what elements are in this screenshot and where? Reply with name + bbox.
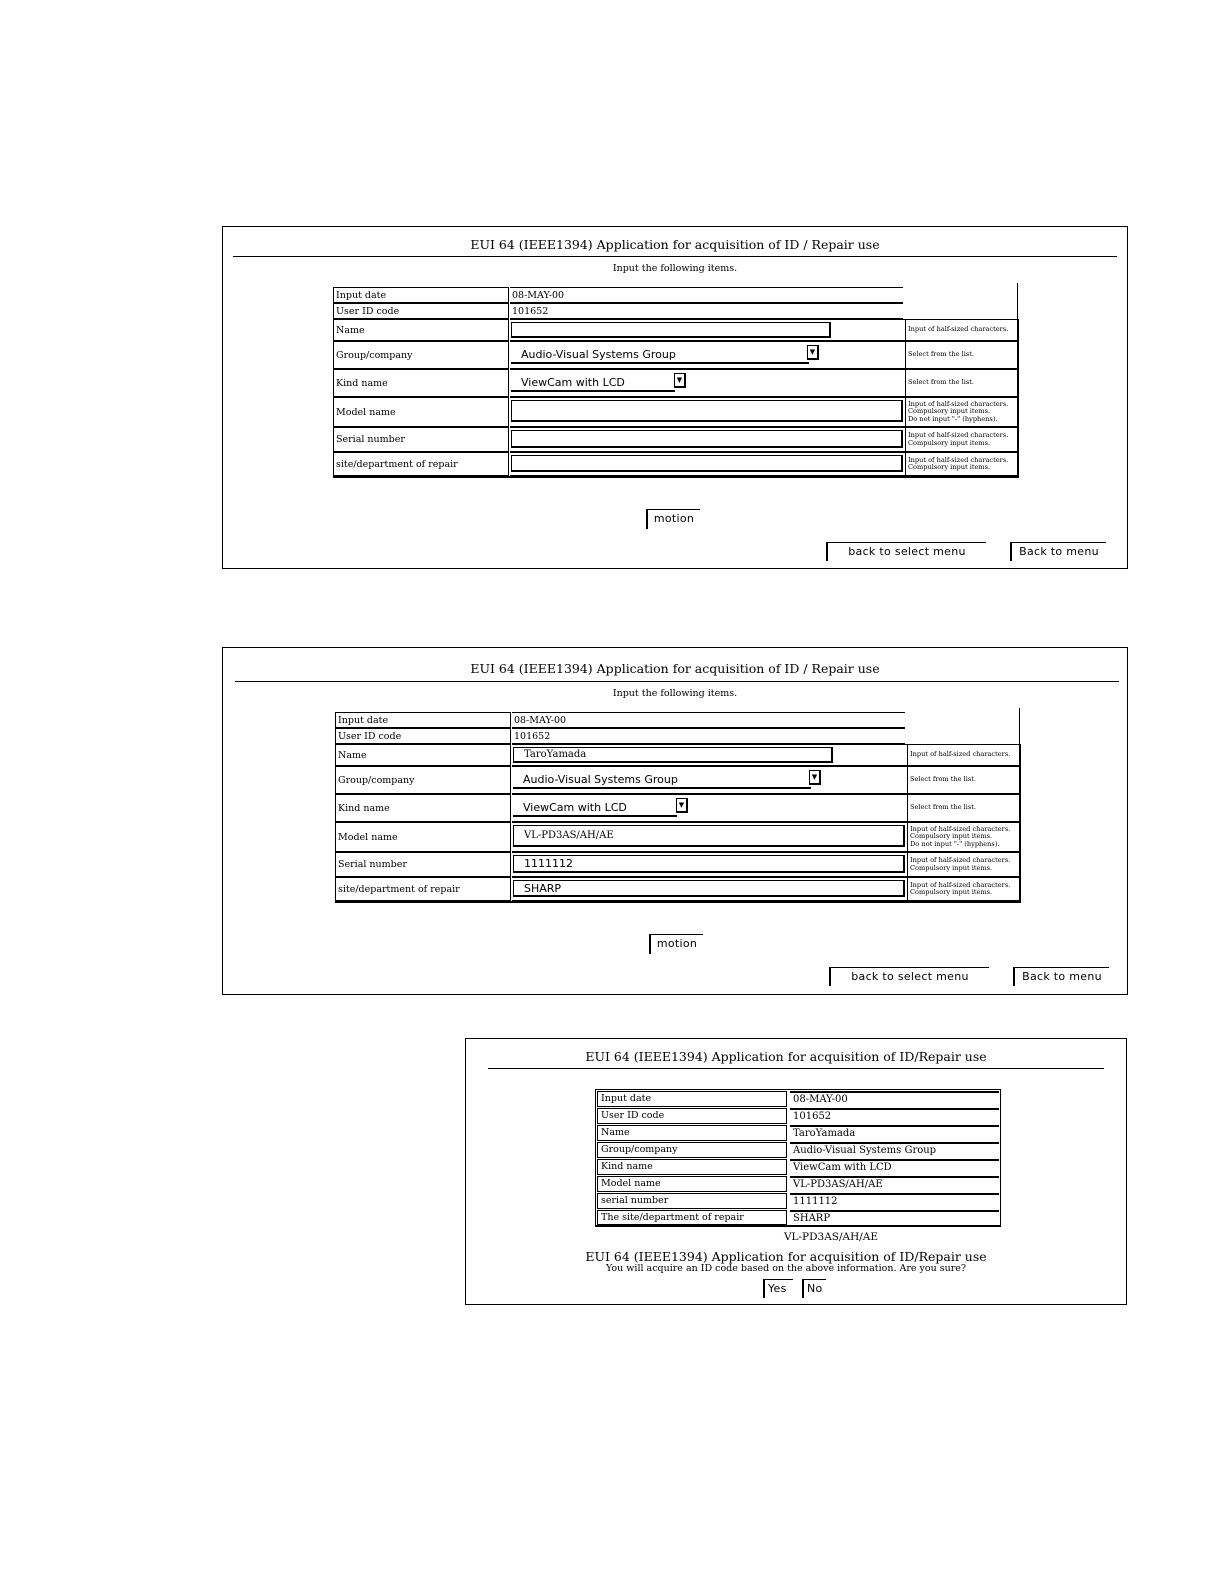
label-user-id: User ID code bbox=[333, 303, 509, 319]
row-name bbox=[335, 744, 1021, 766]
help-serial bbox=[905, 427, 1019, 452]
help-serial bbox=[907, 852, 1021, 877]
input-form bbox=[335, 708, 1021, 902]
value-input-date: 08-MAY-00 bbox=[510, 287, 903, 303]
input-form bbox=[333, 283, 1019, 477]
help-group bbox=[907, 766, 1021, 794]
serial-input[interactable]: 1111112 bbox=[513, 855, 905, 873]
label-name: Name bbox=[335, 744, 511, 766]
confirmation-panel bbox=[465, 1038, 1127, 1305]
help-text: Do not input "-" (hyphens). bbox=[910, 839, 1000, 848]
label-input-date: Input date bbox=[335, 712, 511, 728]
help-text: Input of half-sized characters. bbox=[910, 824, 1011, 833]
help-text: Compulsory input items. bbox=[908, 438, 991, 447]
yes-button[interactable]: Yes bbox=[763, 1279, 793, 1298]
help-model bbox=[905, 397, 1019, 427]
help-model bbox=[907, 822, 1021, 852]
row-label: serial number bbox=[597, 1193, 787, 1209]
table-row bbox=[596, 1192, 1000, 1209]
site-input[interactable] bbox=[511, 455, 903, 472]
site-input[interactable]: SHARP bbox=[513, 880, 905, 897]
label-input-date: Input date bbox=[333, 287, 509, 303]
motion-button[interactable]: motion bbox=[646, 509, 700, 529]
name-input[interactable]: TaroYamada bbox=[513, 747, 833, 763]
row-value: TaroYamada bbox=[790, 1125, 999, 1141]
title-divider bbox=[488, 1068, 1104, 1069]
back-to-menu-button[interactable]: Back to menu bbox=[1010, 542, 1106, 561]
row-user-id bbox=[333, 303, 1019, 319]
confirm-message: You will acquire an ID code based on the above information. Are you sure? bbox=[605, 1263, 967, 1274]
kind-select[interactable]: ViewCam with LCD bbox=[511, 374, 675, 392]
page-title: EUI 64 (IEEE1394) Application for acquisition of ID/Repair use bbox=[585, 1049, 987, 1064]
back-to-select-menu-button[interactable]: back to select menu bbox=[826, 542, 986, 561]
row-user-id bbox=[335, 728, 1021, 744]
help-kind bbox=[905, 369, 1019, 397]
help-text: Input of half-sized characters. bbox=[908, 325, 1009, 334]
help-text: Input of half-sized characters. bbox=[908, 431, 1009, 440]
input-form-panel-empty bbox=[222, 226, 1128, 569]
dropdown-arrow-icon[interactable]: ▼ bbox=[676, 798, 688, 813]
help-text: Select from the list. bbox=[908, 350, 975, 359]
help-text: Input of half-sized characters. bbox=[910, 856, 1011, 865]
model-input[interactable]: VL-PD3AS/AH/AE bbox=[513, 825, 905, 847]
model-name-echo: VL-PD3AS/AH/AE bbox=[783, 1231, 879, 1243]
row-value: 101652 bbox=[790, 1108, 999, 1124]
table-row bbox=[596, 1124, 1000, 1141]
help-text: Compulsory input items. bbox=[908, 463, 991, 471]
label-serial: Serial number bbox=[333, 427, 509, 452]
row-value: SHARP bbox=[790, 1210, 999, 1225]
label-user-id: User ID code bbox=[335, 728, 511, 744]
page-subtitle: Input the following items. bbox=[612, 688, 738, 699]
help-site bbox=[907, 877, 1021, 901]
row-model bbox=[333, 397, 1019, 427]
value-user-id: 101652 bbox=[512, 728, 905, 744]
row-value: VL-PD3AS/AH/AE bbox=[790, 1176, 999, 1192]
table-row bbox=[596, 1141, 1000, 1158]
value-input-date: 08-MAY-00 bbox=[512, 712, 905, 728]
help-text: Compulsory input items. bbox=[910, 888, 993, 896]
value-user-id: 101652 bbox=[510, 303, 903, 319]
row-label: Kind name bbox=[597, 1159, 787, 1175]
table-row bbox=[596, 1107, 1000, 1124]
help-text: Input of half-sized characters. bbox=[908, 455, 1009, 464]
label-group: Group/company bbox=[335, 766, 511, 794]
serial-input[interactable] bbox=[511, 430, 903, 448]
title-divider bbox=[235, 681, 1119, 682]
row-input-date bbox=[335, 712, 1021, 728]
page-title: EUI 64 (IEEE1394) Application for acquisition of ID / Repair use bbox=[470, 237, 880, 252]
help-text: Compulsory input items. bbox=[910, 832, 993, 841]
row-label: Group/company bbox=[597, 1142, 787, 1158]
title-divider bbox=[233, 256, 1117, 257]
help-name bbox=[907, 744, 1021, 766]
back-to-select-menu-button[interactable]: back to select menu bbox=[829, 967, 989, 986]
label-kind: Kind name bbox=[335, 794, 511, 822]
help-text: Select from the list. bbox=[910, 775, 977, 784]
table-row bbox=[596, 1175, 1000, 1192]
confirmation-table bbox=[595, 1089, 1001, 1227]
row-value: 1111112 bbox=[790, 1193, 999, 1209]
row-site bbox=[333, 452, 1019, 476]
motion-button[interactable]: motion bbox=[649, 934, 703, 954]
label-site: site/department of repair bbox=[335, 877, 511, 901]
label-site: site/department of repair bbox=[333, 452, 509, 476]
row-value: Audio-Visual Systems Group bbox=[790, 1142, 999, 1158]
row-group bbox=[335, 766, 1021, 794]
table-row bbox=[596, 1158, 1000, 1175]
row-value: ViewCam with LCD bbox=[790, 1159, 999, 1175]
group-select[interactable]: Audio-Visual Systems Group bbox=[513, 771, 811, 789]
help-group bbox=[905, 341, 1019, 369]
dropdown-arrow-icon[interactable]: ▼ bbox=[807, 345, 819, 360]
help-text: Input of half-sized characters. bbox=[908, 399, 1009, 408]
row-value: 08-MAY-00 bbox=[790, 1091, 999, 1107]
label-model: Model name bbox=[335, 822, 511, 852]
group-select[interactable]: Audio-Visual Systems Group bbox=[511, 346, 809, 364]
row-name bbox=[333, 319, 1019, 341]
label-serial: Serial number bbox=[335, 852, 511, 877]
label-name: Name bbox=[333, 319, 509, 341]
row-label: The site/department of repair bbox=[597, 1210, 787, 1225]
form-bottom-border bbox=[335, 901, 1021, 903]
row-kind bbox=[335, 794, 1021, 822]
label-group: Group/company bbox=[333, 341, 509, 369]
page-title: EUI 64 (IEEE1394) Application for acquisition of ID / Repair use bbox=[470, 661, 880, 676]
help-text: Do not input "-" (hyphens). bbox=[908, 414, 998, 423]
help-text: Compulsory input items. bbox=[908, 407, 991, 416]
dropdown-arrow-icon[interactable]: ▼ bbox=[674, 373, 686, 388]
row-serial bbox=[333, 427, 1019, 452]
page-subtitle: Input the following items. bbox=[612, 263, 738, 274]
help-text: Select from the list. bbox=[908, 378, 975, 387]
row-kind bbox=[333, 369, 1019, 397]
help-site bbox=[905, 452, 1019, 476]
table-row bbox=[596, 1209, 1000, 1226]
dropdown-arrow-icon[interactable]: ▼ bbox=[809, 770, 821, 785]
row-group bbox=[333, 341, 1019, 369]
row-model bbox=[335, 822, 1021, 852]
help-text: Select from the list. bbox=[910, 803, 977, 812]
form-bottom-border bbox=[333, 476, 1019, 478]
table-row bbox=[596, 1090, 1000, 1107]
row-serial bbox=[335, 852, 1021, 877]
row-site bbox=[335, 877, 1021, 901]
input-form-panel-filled bbox=[222, 647, 1128, 995]
model-input[interactable] bbox=[511, 400, 903, 422]
kind-select[interactable]: ViewCam with LCD bbox=[513, 799, 677, 817]
no-button[interactable]: No bbox=[802, 1279, 826, 1298]
row-input-date bbox=[333, 287, 1019, 303]
row-label: Model name bbox=[597, 1176, 787, 1192]
label-model: Model name bbox=[333, 397, 509, 427]
help-name bbox=[905, 319, 1019, 341]
row-label: Input date bbox=[597, 1091, 787, 1107]
help-text: Input of half-sized characters. bbox=[910, 750, 1011, 759]
label-kind: Kind name bbox=[333, 369, 509, 397]
confirm-title: EUI 64 (IEEE1394) Application for acquisition of ID/Repair use bbox=[585, 1249, 987, 1264]
help-text: Compulsory input items. bbox=[910, 863, 993, 872]
name-input[interactable] bbox=[511, 322, 831, 338]
back-to-menu-button[interactable]: Back to menu bbox=[1013, 967, 1109, 986]
row-label: Name bbox=[597, 1125, 787, 1141]
help-kind bbox=[907, 794, 1021, 822]
help-text: Input of half-sized characters. bbox=[910, 880, 1011, 889]
row-label: User ID code bbox=[597, 1108, 787, 1124]
